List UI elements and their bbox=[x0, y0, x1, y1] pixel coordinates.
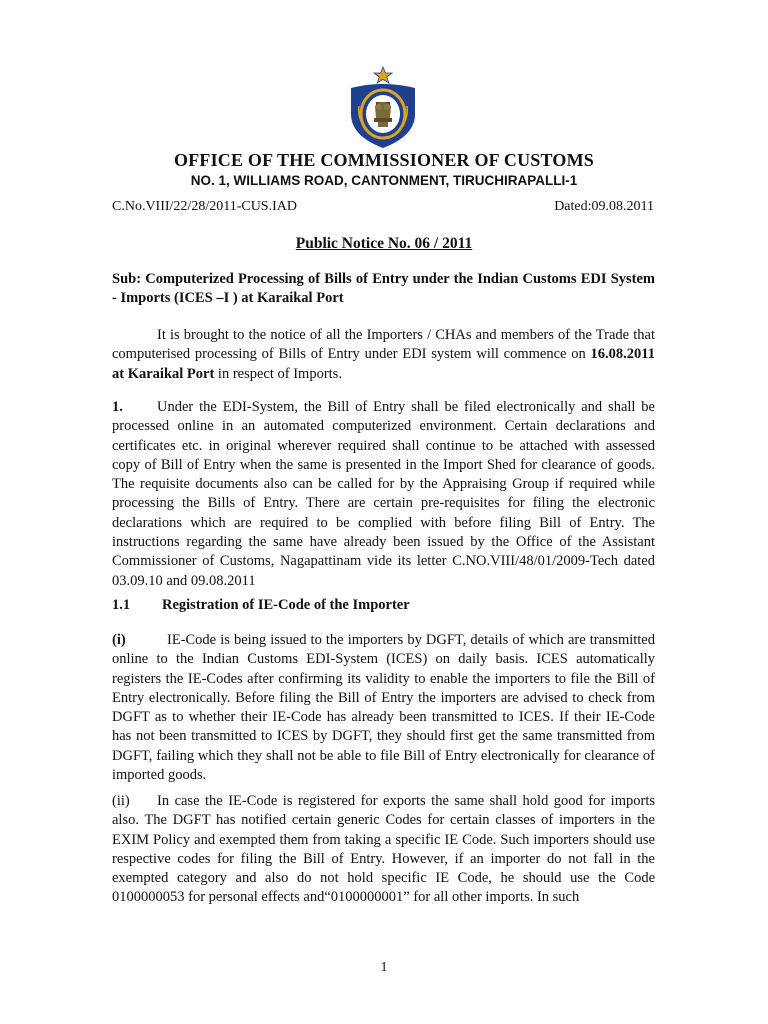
paragraph-1-text: Under the EDI-System, the Bill of Entry shall be filed electronically and shall be processed online in an automated computerized environment. Certain declarations and certificates etc. in original wherever required shall continue to be attached with assessed copy of Bill of Entry when the same is presented in the Import Shed for clearance of goods. The requisite documents also can be called for by the Appraising Group if required while processing the Bills of Entry. There are certain pre-requisites for filing the electronic declarations which are required to be complied with before filing Bill of Entry. The instructions regarding the same have already been issued by the Office of the Assistant Commissioner of Customs, Nagapattinam vide its letter C.NO.VIII/48/01/2009-Tech dated 03.09.10 and 09.08.2011 bbox=[112, 399, 655, 589]
office-title: OFFICE OF THE COMMISSIONER OF CUSTOMS bbox=[174, 150, 594, 170]
commencement-date-highlight: 16.08.2011 at Karaikal Port bbox=[112, 346, 655, 382]
notice-date: Dated:09.08.2011 bbox=[554, 199, 654, 214]
paragraph-ii bbox=[112, 792, 655, 908]
section-1-1-number: 1.1 bbox=[112, 597, 131, 613]
paragraph-i-number: (i) bbox=[112, 632, 126, 648]
intro-paragraph bbox=[112, 326, 655, 384]
subject-line: Sub: Computerized Processing of Bills of Entry under the Indian Customs EDI System - Imports (ICES –I ) at Karaikal Port bbox=[112, 271, 655, 307]
section-1-1-heading bbox=[112, 596, 655, 615]
page-number: 1 bbox=[380, 960, 388, 975]
paragraph-1-number: 1. bbox=[112, 399, 123, 415]
paragraph-i bbox=[112, 631, 655, 785]
section-1-1-title: Registration of IE-Code of the Importer bbox=[162, 597, 410, 613]
intro-text-end: in respect of Imports. bbox=[214, 365, 342, 382]
intro-text: It is brought to the notice of all the Importers / CHAs and members of the Trade that computerised processing of Bills of Entry under EDI system will commence on bbox=[112, 327, 655, 363]
file-number: C.No.VIII/22/28/2011-CUS.IAD bbox=[112, 199, 297, 214]
paragraph-i-text: IE-Code is being issued to the importers by DGFT, details of which are transmitted online to the Indian Customs EDI-System (ICES) on daily basis. ICES automatically registers the IE-Codes after confirming its validity to enable the importers to file the Bill of Entry electronically. Before filing the Bill of Entry the importers are advised to check from DGFT as to whether their IE-Code has already been transmitted to ICES. If their IE-Code has not been transmitted to ICES by DGFT, they should first get the same transmitted from DGFT, failing which they shall not be able to file Bill of Entry electronically for clearance of imported goods. bbox=[112, 632, 655, 784]
paragraph-ii-number: (ii) bbox=[112, 793, 130, 809]
public-notice-title: Public Notice No. 06 / 2011 bbox=[295, 235, 473, 252]
office-address: NO. 1, WILLIAMS ROAD, CANTONMENT, TIRUCHIRAPALLI-1 bbox=[190, 173, 578, 188]
paragraph-ii-text: In case the IE-Code is registered for exports the same shall hold good for imports also. The DGFT has notified certain generic Codes for certain classes of importers in the EXIM Policy and exempted them from taking a specific IE Code. Such importers should use respective codes for filing the Bill of Entry. However, if an importer do not fall in the exempted category and also do not hold specific IE Code, he should use the Code 0100000053 for personal effects and“0100000001” for all other imports. In such bbox=[112, 793, 655, 906]
paragraph-1 bbox=[112, 398, 655, 591]
customs-emblem-icon bbox=[345, 66, 421, 150]
